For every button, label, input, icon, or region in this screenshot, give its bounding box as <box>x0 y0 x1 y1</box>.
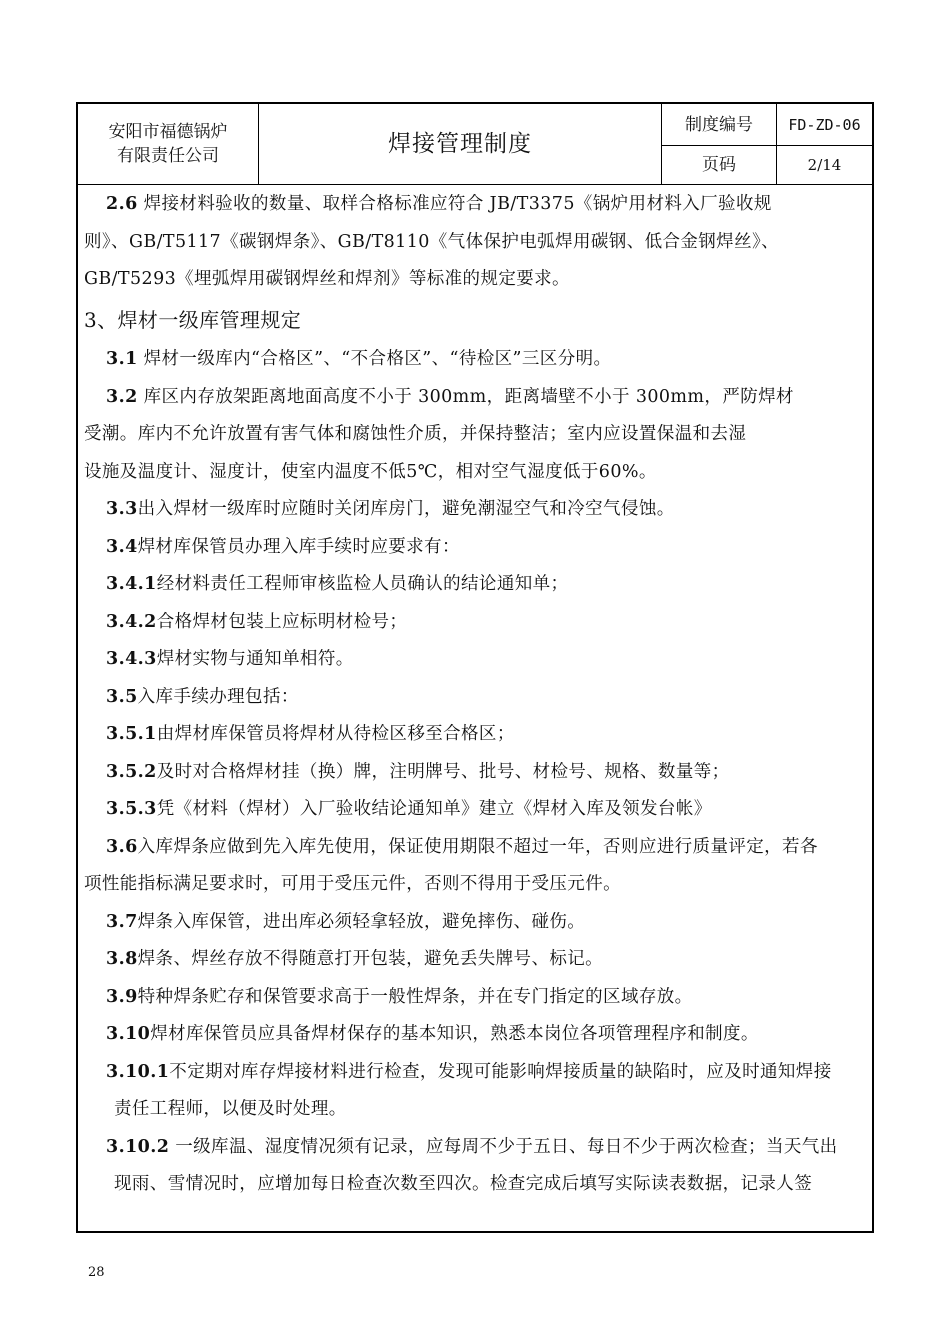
document-frame <box>76 102 874 1233</box>
page-label: 页码 <box>662 146 777 184</box>
clause-text: 焊接材料验收的数量、取样合格标准应符合 JB/T3375《锅炉用材料入厂验收规 <box>137 194 772 214</box>
paragraph-line <box>84 529 870 567</box>
paragraph-line <box>84 716 870 754</box>
paragraph-line: 设施及温度计、湿度计，使室内温度不低5℃，相对空气湿度低于60%。 <box>84 461 657 482</box>
clause-number: 2.6 <box>106 194 138 214</box>
clause-number: 3.4.2 <box>106 611 157 632</box>
clause-text: 焊材一级库内“合格区”、“不合格区”、“待检区”三区分明。 <box>137 349 612 369</box>
document-title: 焊接管理制度 <box>259 104 662 184</box>
clause-number: 3.9 <box>106 986 138 1007</box>
clause-text: 焊条、焊丝存放不得随意打开包装，避免丢失牌号、标记。 <box>137 949 604 969</box>
paragraph-line <box>84 341 870 379</box>
paragraph-line <box>84 1054 870 1092</box>
clause-number: 3.6 <box>106 836 138 857</box>
paragraph-line: 受潮。库内不允许放置有害气体和腐蚀性介质，并保持整洁；室内应设置保温和去湿 <box>84 424 747 444</box>
clause-text: 焊材实物与通知单相符。 <box>156 649 354 669</box>
clause-number: 3.10.2 <box>106 1136 170 1157</box>
paragraph-line <box>84 566 870 604</box>
clause-text: 合格焊材包装上应标明材检号； <box>156 611 408 632</box>
company-name-line2: 有限责任公司 <box>117 146 219 166</box>
clause-text: 一级库温、湿度情况须有记录，应每周不少于五日、每日不少于两次检查；当天气出 <box>169 1136 838 1157</box>
clause-number: 3.10.1 <box>106 1061 170 1082</box>
paragraph-line <box>84 904 870 942</box>
document-body <box>84 186 870 1204</box>
paragraph-line <box>84 641 870 679</box>
paragraph-line <box>84 941 870 979</box>
paragraph-line <box>84 604 870 642</box>
paragraph-line <box>84 791 870 829</box>
paragraph-line <box>84 186 870 224</box>
clause-text: 入库手续办理包括： <box>137 686 299 707</box>
clause-number: 3.4 <box>106 536 138 557</box>
clause-text: 由焊材库保管员将焊材从待检区移至合格区； <box>156 724 515 744</box>
clause-text: 焊条入库保管，进出库必须轻拿轻放，避免摔伤、碰伤。 <box>137 911 586 932</box>
clause-text: 凭《材料（焊材）入厂验收结论通知单》建立《焊材入库及领发台帐》 <box>156 799 712 819</box>
paragraph-line <box>84 1016 870 1054</box>
clause-text: 特种焊条贮存和保管要求高于一般性焊条，并在专门指定的区域存放。 <box>137 986 693 1007</box>
clause-text: 不定期对库存焊接材料进行检查，发现可能影响焊接质量的缺陷时，应及时通知焊接 <box>169 1061 832 1082</box>
paragraph-line <box>84 679 870 717</box>
clause-number: 3.1 <box>106 349 138 369</box>
doc-number-value: FD-ZD-06 <box>777 104 872 146</box>
clause-text: 焊材库保管员办理入库手续时应要求有： <box>137 536 460 557</box>
clause-number: 3.5.3 <box>106 799 157 819</box>
paragraph-line: 责任工程师，以便及时处理。 <box>114 1099 347 1119</box>
clause-number: 3.4.3 <box>106 649 157 669</box>
clause-text: 库区内存放架距离地面高度不小于 300mm，距离墙壁不小于 300mm，严防焊材 <box>137 386 794 407</box>
clause-number: 3.5 <box>106 686 138 707</box>
footer-page-number: 28 <box>88 1265 105 1280</box>
paragraph-line <box>84 979 870 1017</box>
paragraph-line <box>84 754 870 792</box>
section-heading: 3、焊材一级库管理规定 <box>84 307 302 332</box>
company-name <box>78 104 259 184</box>
paragraph-line <box>84 491 870 529</box>
clause-number: 3.4.1 <box>106 574 157 594</box>
document-header <box>78 104 872 185</box>
paragraph-line: GB/T5293《埋弧焊用碳钢焊丝和焊剂》等标准的规定要求。 <box>84 269 570 289</box>
clause-text: 经材料责任工程师审核监检人员确认的结论通知单； <box>156 574 569 594</box>
paragraph-line: 项性能指标满足要求时，可用于受压元件，否则不得用于受压元件。 <box>84 874 621 894</box>
clause-text: 焊材库保管员应具备焊材保存的基本知识，熟悉本岗位各项管理程序和制度。 <box>150 1024 759 1044</box>
clause-number: 3.7 <box>106 911 138 932</box>
clause-text: 入库焊条应做到先入库先使用，保证使用期限不超过一年，否则应进行质量评定，若各 <box>137 836 818 857</box>
page-value: 2/14 <box>807 156 842 174</box>
paragraph-line <box>84 379 870 417</box>
company-name-line1: 安阳市福德锅炉 <box>108 122 228 142</box>
paragraph-line <box>84 1129 870 1167</box>
clause-number: 3.5.2 <box>106 761 157 782</box>
clause-number: 3.10 <box>106 1024 151 1044</box>
paragraph-line: 现雨、雪情况时，应增加每日检查次数至四次。检查完成后填写实际读表数据，记录人签 <box>114 1174 813 1194</box>
clause-number: 3.3 <box>106 499 138 519</box>
doc-number-label: 制度编号 <box>662 104 777 146</box>
clause-number: 3.8 <box>106 949 138 969</box>
clause-text: 出入焊材一级库时应随时关闭库房门，避免潮湿空气和冷空气侵蚀。 <box>137 499 675 519</box>
clause-number: 3.2 <box>106 386 138 407</box>
paragraph-line: 则》、GB/T5117《碳钢焊条》、GB/T8110《气体保护电弧焊用碳钢、低合金钢焊丝》、 <box>84 231 780 252</box>
clause-number: 3.5.1 <box>106 724 157 744</box>
clause-text: 及时对合格焊材挂（换）牌，注明牌号、批号、材检号、规格、数量等； <box>156 761 730 782</box>
paragraph-line <box>84 829 870 867</box>
